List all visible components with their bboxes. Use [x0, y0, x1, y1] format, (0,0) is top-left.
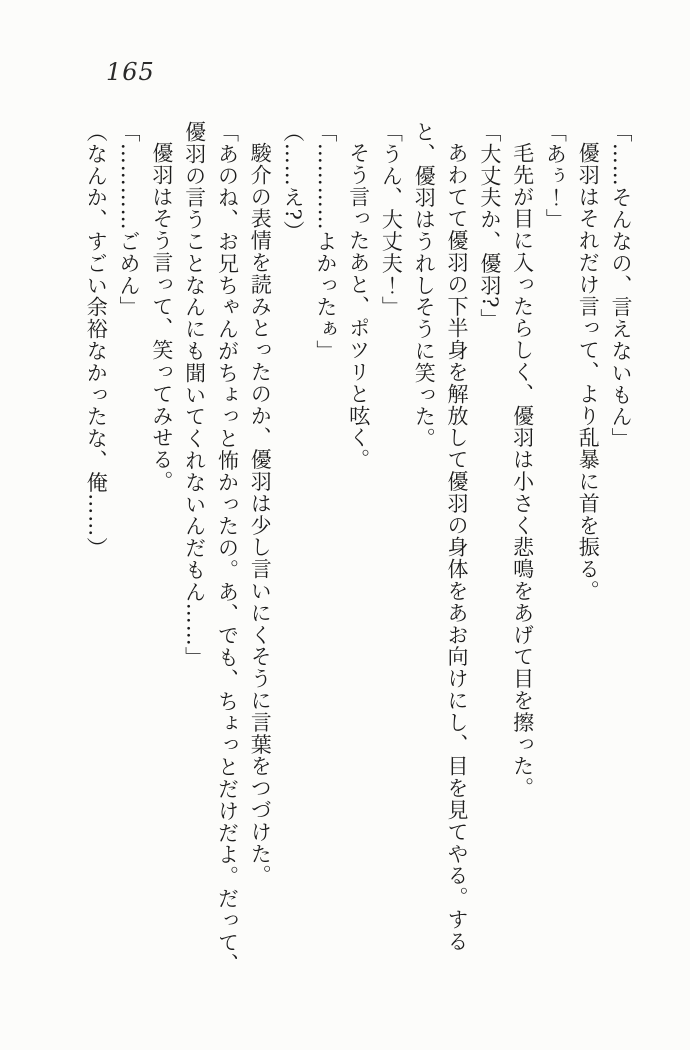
text-line: あわてて優羽の下半身を解放して優羽の身体をあお向けにし、目を見てやる。する — [445, 142, 470, 953]
text-line: 「あぅ！」 — [543, 121, 568, 231]
text-line: 「…………よかったぁ」 — [313, 121, 338, 362]
page-number: 165 — [106, 58, 155, 86]
text-line: と、優羽はうれしそうに笑った。 — [412, 121, 437, 450]
text-line: 「あのね、お兄ちゃんがちょっと怖かったの。あ、でも、ちょっとだけだよ。だって、 — [215, 121, 240, 976]
text-line: 駿介の表情を読みとったのか、優羽は少し言いにくそうに言葉をつづけた。 — [248, 142, 273, 887]
text-line: そう言ったあと、ポツリと呟く。 — [346, 142, 371, 471]
text-line: 「……そんなの、言えないもん」 — [609, 121, 633, 450]
text-line: 「うん、大丈夫！」 — [379, 121, 404, 319]
text-line: 優羽の言うことなんにも聞いてくれないんだもん……」 — [182, 121, 207, 669]
text-line: 「大丈夫か、優羽?」 — [477, 121, 502, 331]
text-line: （なんか、すごい余裕なかったな、俺……） — [84, 121, 109, 559]
text-line: 毛先が目に入ったらしく、優羽は小さく悲鳴をあげて目を擦った。 — [510, 142, 535, 799]
text-line: 優羽はそれだけ言って、より乱暴に首を振る。 — [576, 142, 601, 602]
text-line: 優羽はそう言って、笑ってみせる。 — [149, 142, 174, 493]
text-line: （……え?） — [281, 121, 306, 243]
text-line: 「…………ごめん」 — [117, 121, 142, 319]
vertical-text-block — [79, 121, 637, 976]
